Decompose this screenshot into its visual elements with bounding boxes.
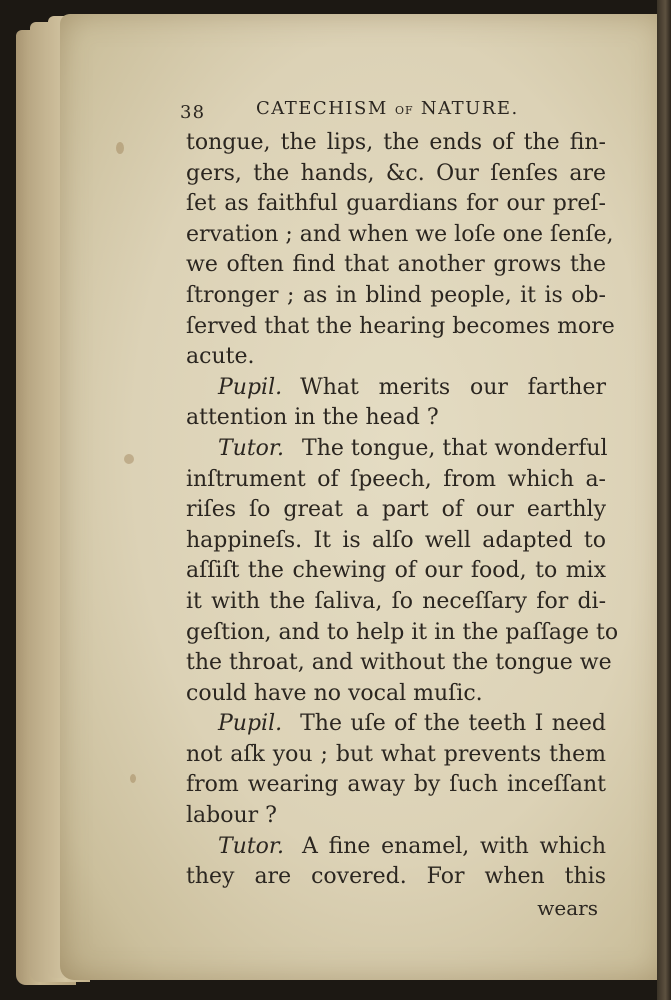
speaker-label: Tutor. (218, 833, 285, 859)
text-line: attention in the head ? (186, 405, 439, 431)
speaker-label: Pupil. (218, 374, 283, 400)
binding-gutter (657, 0, 671, 1000)
running-title: CATECHISM OF NATURE. (256, 98, 519, 119)
text-line: Tutor. A fine enamel, with which (218, 833, 606, 859)
text-line: not aſk you ; but what prevents them (186, 741, 606, 767)
text-line: ſtronger ; as in blind people, it is ob- (186, 282, 606, 308)
text-line: they are covered. For when this (186, 864, 606, 890)
dialogue-pupil-1 (186, 373, 606, 434)
text-line: ſerved that the hearing becomes more (186, 313, 615, 339)
text-line: riſes ſo great a part of our earthly (186, 497, 606, 523)
text-line: gers, the hands, &c. Our ſenſes are (186, 160, 606, 186)
text-line: could have no vocal muſic. (186, 680, 483, 706)
text-line: inſtrument of ſpeech, from which a- (186, 466, 606, 492)
speaker-label: Tutor. (218, 435, 285, 461)
page-number: 38 (180, 102, 206, 123)
paragraph-1 (186, 128, 615, 373)
text-line: Pupil. What merits our farther (218, 374, 606, 400)
running-head (180, 94, 606, 128)
text-line: from wearing away by ſuch inceſſant (186, 772, 606, 798)
text-line: it with the ſaliva, ſo neceſſary for di- (186, 588, 606, 614)
text-line: aſſiſt the chewing of our food, to mix (186, 558, 606, 584)
speaker-label: Pupil. (218, 711, 283, 737)
text-line: tongue, the lips, the ends of the fin- (186, 130, 606, 155)
text-line: happineſs. It is alſo well adapted to (186, 527, 606, 553)
dialogue-tutor-1 (186, 434, 619, 709)
text-line: geſtion, and to help it in the paſſage to (186, 619, 619, 645)
foxing-spot (116, 142, 124, 154)
page-text (180, 94, 619, 923)
foxing-spot (124, 454, 134, 464)
dialogue-pupil-2 (186, 709, 606, 831)
text-line: ſet as faithful guardians for our preſ- (186, 191, 606, 217)
text-line: we often find that another grows the (186, 252, 606, 278)
text-line: acute. (186, 344, 255, 370)
text-line: Tutor. The tongue, that wonderful (218, 435, 608, 461)
foxing-spot (130, 774, 136, 783)
dialogue-tutor-2 (186, 832, 606, 893)
text-line: ervation ; and when we loſe one ſenſe, (186, 221, 614, 247)
catchword: wears (537, 895, 598, 920)
text-line: the throat, and without the tongue we (186, 650, 612, 676)
text-line: labour ? (186, 803, 277, 829)
text-line: Pupil. The uſe of the teeth I need (218, 711, 606, 737)
